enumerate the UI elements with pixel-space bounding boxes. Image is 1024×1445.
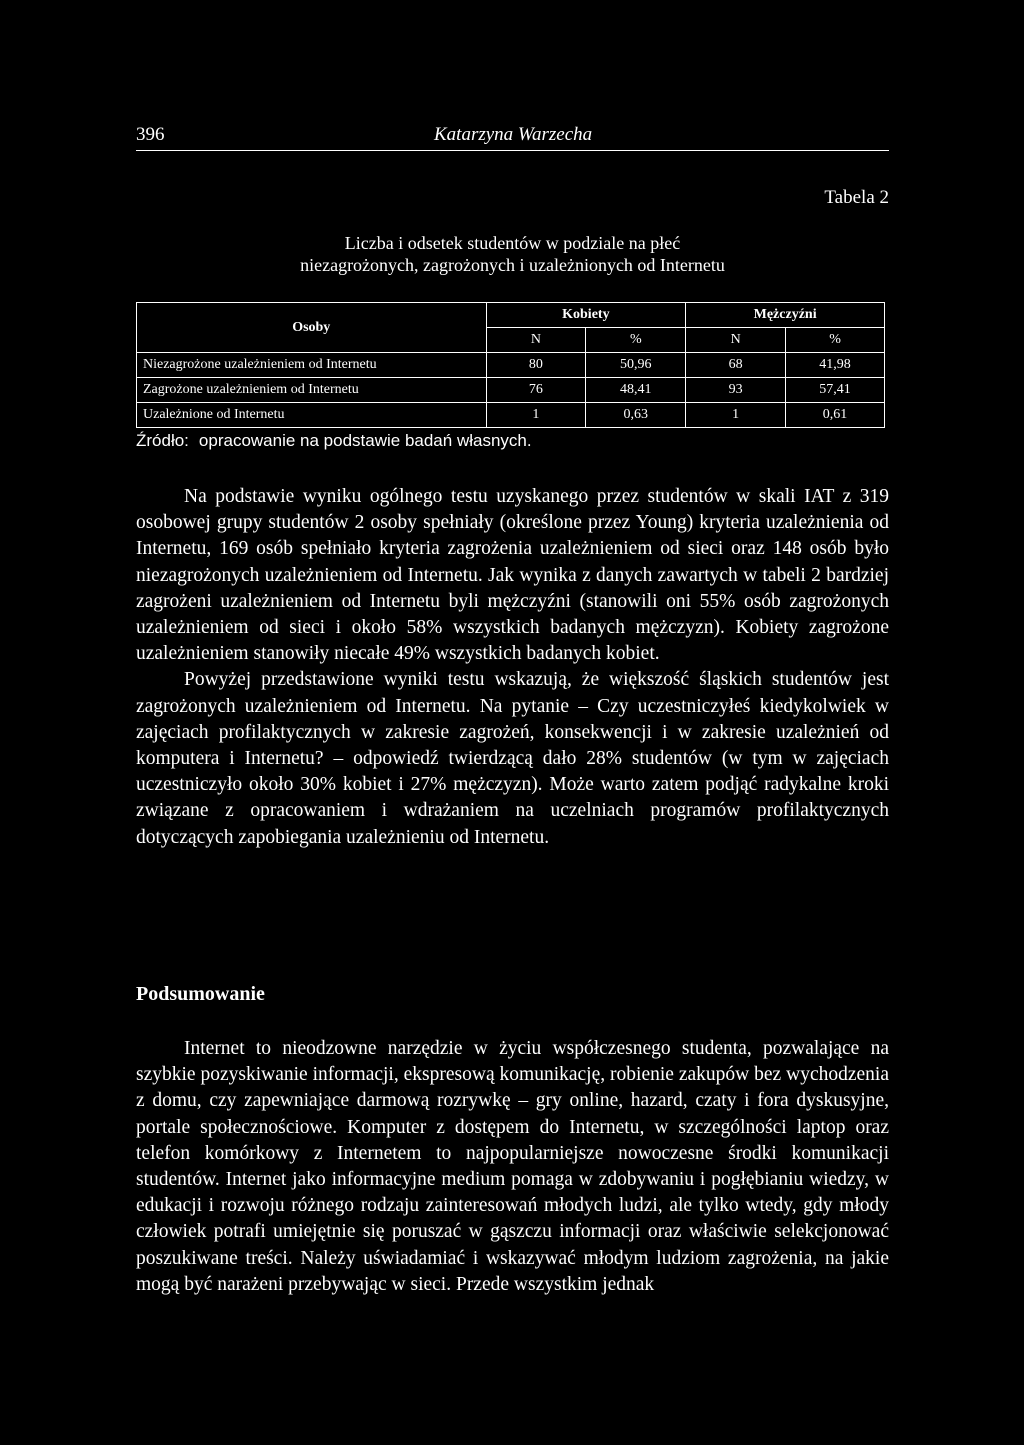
table-caption-line-1: Liczba i odsetek studentów w podziale na płeć — [344, 233, 681, 253]
table-row — [137, 378, 885, 403]
cell-kobiety-percent: 50,96 — [586, 353, 686, 378]
cell-kobiety-n: 80 — [486, 353, 586, 378]
table-caption — [136, 232, 889, 276]
source-text: opracowanie na podstawie badań własnych. — [198, 431, 532, 450]
cell-mezczyzni-n: 68 — [686, 353, 786, 378]
row-label: Uzależnione od Internetu — [137, 403, 487, 428]
body-section-results — [136, 484, 889, 851]
subheader-n-kobiety: N — [486, 328, 586, 353]
body-section-summary — [136, 1036, 889, 1298]
cell-kobiety-n: 76 — [486, 378, 586, 403]
running-title: Katarzyna Warzecha — [434, 124, 593, 145]
table-row — [137, 403, 885, 428]
subheader-percent-mezczyzni: % — [786, 328, 885, 353]
cell-kobiety-percent: 0,63 — [586, 403, 686, 428]
cell-mezczyzni-percent: 41,98 — [786, 353, 885, 378]
source-label: Źródło: — [136, 431, 189, 450]
header-osoby: Osoby — [137, 303, 487, 353]
data-table — [136, 302, 885, 428]
table-label: Tabela 2 — [824, 187, 889, 208]
paragraph: Powyżej przedstawione wyniki testu wskazują, że większość śląskich studentów jest zagrożonych uzależnieniem od Internetu. Na pytanie – Czy uczestniczyłeś kiedykolwiek w zajęciach profilaktycznych w zakresie zagrożeń, konsekwencji i w zakresie uzależnień od komputera i Internetu? – odpowiedź twierdzącą dało 28% studentów (w tym w zajęciach uczestniczyło około 30% kobiet i 27% mężczyzn). Może warto zatem podjąć radykalne kroki związane z opracowaniem i wdrażaniem na uczelniach programów profilaktycznych dotyczących zapobiegania uzależnieniu od Internetu. — [136, 669, 889, 848]
page-number: 396 — [136, 124, 165, 145]
subheader-n-mezczyzni: N — [686, 328, 786, 353]
table-caption-line-2: niezagrożonych, zagrożonych i uzależnionych od Internetu — [300, 255, 725, 275]
cell-kobiety-percent: 48,41 — [586, 378, 686, 403]
table-source — [136, 431, 532, 451]
subheader-percent-kobiety: % — [586, 328, 686, 353]
row-label: Zagrożone uzależnieniem od Internetu — [137, 378, 487, 403]
paragraph: Na podstawie wyniku ogólnego testu uzyskanego przez studentów w skali IAT z 319 osobowej grupy studentów 2 osoby spełniały (określone przez Young) kryteria uzależnienia od Internetu, 169 osób spełniało kryteria zagrożenia uzależnieniem od sieci oraz 148 osób było niezagrożonych uzależnieniem od Internetu. Jak wynika z danych zawartych w tabeli 2 bardziej zagrożeni uzależnieniem od Internetu byli mężczyźni (stanowili oni 55% osób zagrożonych uzależnieniem od sieci i około 58% wszystkich badanych mężczyzn). Kobiety zagrożone uzależnieniem stanowiły niecałe 49% wszystkich badanych kobiet. — [136, 486, 889, 665]
running-header — [136, 122, 889, 151]
paragraph: Internet to nieodzowne narzędzie w życiu współczesnego studenta, pozwalające na szybkie pozyskiwanie informacji, ekspresową komunikację, robienie zakupów bez wychodzenia z domu, czy zapewniające darmową rozrywkę – gry online, hazard, czaty i fora dyskusyjne, portale społecznościowe. Komputer z dostępem do Internetu, w szczególności laptop oraz telefon komórkowy z Internetem to najpopularniejsze nowoczesne środki komunikacji studentów. Internet jako informacyjne medium pomaga w zdobywaniu i pogłębianiu wiedzy, w edukacji i rozwoju różnego rodzaju zainteresowań młodych ludzi, ale tylko wtedy, gdy młody człowiek potrafi umiejętnie się poruszać w gąszczu informacji oraz właściwie selekcjonować poszukiwane treści. Należy uświadamiać i wskazywać młodym ludziom zagrożenia, na jakie mogą być narażeni przebywając w sieci. Przede wszystkim jednak — [136, 1038, 889, 1295]
cell-mezczyzni-n: 93 — [686, 378, 786, 403]
cell-kobiety-n: 1 — [486, 403, 586, 428]
table-row — [137, 353, 885, 378]
header-kobiety: Kobiety — [486, 303, 686, 328]
cell-mezczyzni-n: 1 — [686, 403, 786, 428]
section-heading: Podsumowanie — [136, 983, 265, 1005]
header-mezczyzni: Mężczyźni — [686, 303, 885, 328]
table-header-row — [137, 303, 885, 328]
cell-mezczyzni-percent: 57,41 — [786, 378, 885, 403]
cell-mezczyzni-percent: 0,61 — [786, 403, 885, 428]
row-label: Niezagrożone uzależnieniem od Internetu — [137, 353, 487, 378]
